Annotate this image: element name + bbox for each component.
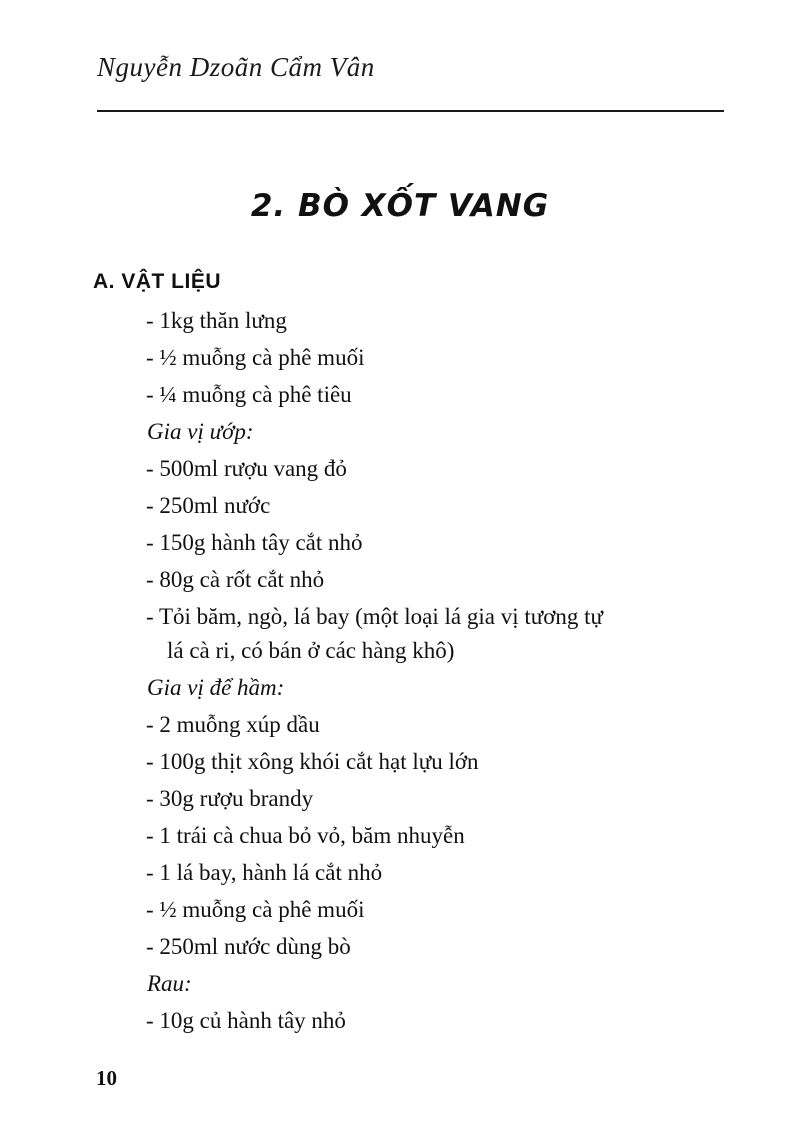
ingredient-line: - 30g rượu brandy xyxy=(146,786,314,811)
ingredient-line: - 2 muỗng xúp dầu xyxy=(146,712,320,737)
section-heading-materials: A. VẬT LIỆU xyxy=(93,270,222,293)
subheading-vegetables: Rau: xyxy=(147,971,192,996)
ingredient-line: - 1 lá bay, hành lá cắt nhỏ xyxy=(146,860,383,885)
ingredient-line: - 1kg thăn lưng xyxy=(146,308,287,333)
ingredient-line: - 10g củ hành tây nhỏ xyxy=(146,1008,346,1033)
recipe-title: 2. BÒ XỐT VANG xyxy=(250,188,550,224)
ingredient-line: - 500ml rượu vang đỏ xyxy=(146,456,347,481)
ingredient-line: - 250ml nước dùng bò xyxy=(146,934,351,959)
ingredient-line: - 100g thịt xông khói cắt hạt lựu lớn xyxy=(146,749,479,774)
ingredient-line: - ½ muỗng cà phê muối xyxy=(146,345,365,370)
ingredient-line: - 150g hành tây cắt nhỏ xyxy=(146,530,363,555)
ingredient-line-continuation: lá cà ri, có bán ở các hàng khô) xyxy=(167,638,455,663)
ingredient-line: - ¼ muỗng cà phê tiêu xyxy=(146,382,352,407)
ingredient-line: - 1 trái cà chua bỏ vỏ, băm nhuyễn xyxy=(146,823,465,848)
subheading-marinade: Gia vị ướp: xyxy=(147,419,254,444)
page-number: 10 xyxy=(96,1066,117,1090)
header-divider xyxy=(97,110,724,112)
ingredient-line: - ½ muỗng cà phê muối xyxy=(146,897,365,922)
author-header: Nguyễn Dzoãn Cẩm Vân xyxy=(97,52,375,82)
ingredient-line: - 80g cà rốt cắt nhỏ xyxy=(146,567,325,592)
subheading-braise: Gia vị để hầm: xyxy=(147,675,285,700)
ingredient-line: - Tỏi băm, ngò, lá bay (một loại lá gia vị tương tự xyxy=(146,604,603,629)
ingredient-line: - 250ml nước xyxy=(146,493,271,518)
